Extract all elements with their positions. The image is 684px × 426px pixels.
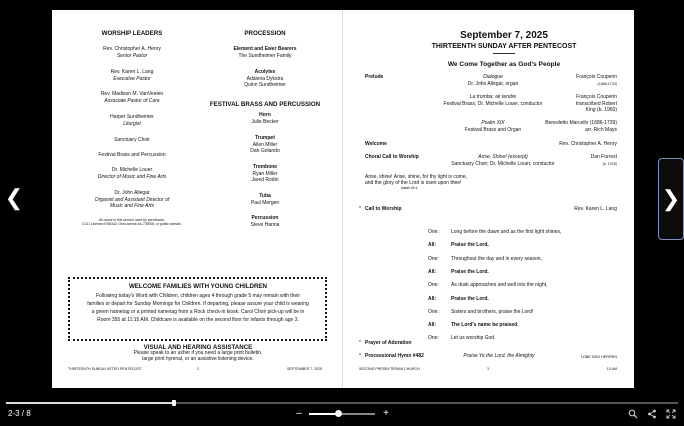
next-page-button[interactable]: [658, 158, 684, 240]
welcome-families-line: Following today's Word with Children, children ages 4 through grade 5 may remain with their: [95, 293, 301, 299]
footer-left: THIRTEENTH SUNDAY AFTER PENTECOST: [68, 367, 142, 371]
license-note: All music in this service used by permission.: [98, 218, 166, 222]
prelude-composer: François Couperin: [576, 74, 617, 80]
footer-left: SECOND PRESBYTERIAN CHURCH: [359, 367, 420, 371]
prelude-performer: Festival Brass; Dr. Michelle Louer, conductor: [443, 101, 543, 107]
footer-page-number: 3: [487, 367, 489, 371]
page-progress-handle[interactable]: [172, 400, 176, 406]
leader-name: Dr. Michelle Louer: [111, 167, 153, 173]
prelude-dates: (1668-1733): [597, 82, 617, 86]
litany-line: Praise the Lord.: [451, 295, 489, 302]
procession-head: Element and Ewer Bearers: [233, 46, 297, 52]
brass-name: Allen Miller: [252, 142, 278, 148]
hymn-tune: LOBE DEN HERREN: [580, 355, 617, 359]
hymn-label: Processional Hymn #482: [365, 353, 424, 359]
litany-line: Sisters and brothers, praise the Lord!: [451, 308, 534, 315]
divider: [493, 53, 515, 54]
leader-name: Harper Sundheimer: [110, 114, 154, 120]
procession-name: Quinn Sundheimer: [244, 82, 286, 88]
zoom-slider[interactable]: [309, 413, 375, 415]
welcome-families-line: a green nametag or a printed nametag from a Rock check-in kiosk. Carol Choir pick-up will be in: [91, 309, 305, 315]
brass-head: Percussion: [251, 215, 279, 221]
brass-name: Ryan Miller: [252, 171, 278, 177]
prelude-dates: transcribed Robert King (b. 1960): [575, 101, 617, 113]
welcome-leader: Rev. Christopher A. Henry: [559, 141, 617, 147]
previous-page-button[interactable]: [2, 158, 26, 238]
brass-head: Tuba: [259, 193, 271, 199]
litany-line: Praise the Lord.: [451, 242, 489, 249]
procession-name: Adalena Dykstra: [246, 76, 284, 82]
choral-text: Arise, shine! Arise, shine, for thy light is come,: [365, 174, 467, 180]
standing-marker: *: [359, 353, 361, 359]
prelude-performer: Festival Brass and Organ: [464, 127, 522, 133]
leader-name: Rev. Christopher A. Henry: [103, 46, 161, 52]
choral-dates: (b. 1978): [602, 162, 617, 166]
leader-role: Executive Pastor: [113, 76, 151, 82]
footer-page-number: 2: [197, 367, 199, 371]
brass-name: Julie Becker: [251, 119, 279, 125]
prelude-arranger: arr. Rich Mays: [585, 127, 617, 133]
welcome-families-title: WELCOME FAMILIES WITH YOUNG CHILDREN: [128, 283, 268, 290]
choral-text: and the glory of the Lord is risen upon thee!: [365, 180, 462, 186]
service-subtitle: THIRTEENTH SUNDAY AFTER PENTECOST: [431, 43, 577, 50]
share-button[interactable]: [647, 409, 657, 419]
leader-role: Liturgist: [123, 121, 141, 127]
welcome-families-line: Room 355 at 11:15 AM. Childcare is available on the second floor for infants through age 3.: [97, 317, 299, 323]
search-button[interactable]: [628, 409, 638, 419]
prelude-composer: François Couperin: [576, 94, 617, 100]
minus-icon: –: [296, 408, 302, 419]
welcome-families-line: families or depart for Sunday Mornings for Children. If departing, please assure your child is wearing: [87, 301, 309, 307]
litany-line: Long before the dawn and as the first light shines,: [451, 229, 562, 235]
footer-time: 10 AM: [606, 367, 617, 371]
leader-name: Rev. Karen L. Lang: [110, 69, 154, 75]
license-note: CCLI License #766342; OneLicense #A-739006, or public domain.: [82, 222, 182, 226]
call-leader: Rev. Karen L. Lang: [574, 206, 617, 212]
fullscreen-button[interactable]: [666, 409, 676, 419]
litany-speaker: One:: [428, 308, 439, 315]
litany-speaker: All:: [428, 295, 437, 302]
page-progress-fill: [6, 402, 174, 404]
call-to-worship-label: Call to Worship: [365, 206, 402, 212]
prelude-title: Dialogue: [483, 74, 503, 80]
leader-role: Senior Pastor: [116, 53, 148, 59]
prelude-composer: Benedetto Marcello (1686-1739): [545, 120, 617, 126]
brass-head: Trombone: [252, 164, 278, 170]
bulletin-page-3: [343, 10, 634, 388]
litany-line: The Lord's name be praised.: [451, 322, 519, 329]
brass-title: FESTIVAL BRASS AND PERCUSSION: [209, 101, 321, 108]
litany-line: As dusk approaches and well into the night,: [451, 282, 548, 289]
plus-icon: +: [383, 408, 389, 419]
visual-hearing-line: Please speak to an usher if you need a large print bulletin,: [133, 350, 263, 356]
procession-name: The Sundheimer Family: [238, 53, 292, 59]
litany-speaker: One:: [428, 335, 439, 342]
litany-line: Let us worship God.: [451, 335, 496, 342]
brass-name: Paul Mergen: [250, 200, 280, 206]
leader-name: Rev. Madison M. VanVeelen: [100, 91, 164, 97]
litany-speaker: All:: [428, 322, 437, 329]
page-spread: [52, 10, 634, 388]
prelude-title: Psalm XIX: [481, 120, 505, 126]
leader-role: Organist and Assistant Director of Music and Fine Arts: [94, 197, 170, 209]
chevron-left-icon: ❮: [4, 185, 24, 210]
search-icon: [628, 409, 638, 419]
visual-hearing-title: VISUAL AND HEARING ASSISTANCE: [143, 344, 253, 351]
page-progress-bar[interactable]: [6, 402, 678, 404]
leader-role: Director of Music and Fine Arts: [97, 174, 167, 180]
choral-composer: Dan Forrest: [590, 154, 617, 160]
procession-head: Acolytes: [254, 69, 276, 75]
brass-head: Trumpet: [255, 135, 275, 141]
worship-leaders-title: WORSHIP LEADERS: [101, 30, 163, 37]
litany-speaker: All:: [428, 242, 437, 249]
visual-hearing-line: large print hymnal, or an assistive listening device.: [142, 356, 254, 362]
prelude-title: La tromba; air tendre: [469, 94, 517, 100]
leader-role: Associate Pastor of Care: [104, 98, 160, 104]
leader-name: Sanctuary Choir: [114, 137, 150, 143]
leader-name: Dr. John Allegar: [114, 190, 150, 196]
section-heading: We Come Together as God's People: [447, 61, 561, 68]
prayer-label: Prayer of Adoration: [365, 340, 412, 346]
zoom-in-button[interactable]: [380, 408, 392, 420]
litany-speaker: One:: [428, 229, 439, 235]
brass-head: Horn: [259, 112, 271, 118]
choral-title: Arise, Shine! (excerpt): [478, 154, 528, 160]
page-indicator: 2-3 / 8: [8, 409, 31, 418]
brass-name: Jared Rodin: [251, 177, 279, 183]
welcome-label: Welcome: [365, 141, 387, 147]
footer-date: SEPTEMBER 7, 2025: [287, 367, 323, 371]
brass-name: Steve Hanna: [250, 222, 280, 228]
standing-marker: *: [359, 206, 361, 212]
choral-text-source: Isaiah 60:1: [401, 186, 418, 190]
procession-title: PROCESSION: [244, 30, 286, 37]
leader-name: Festival Brass and Percussion: [98, 152, 166, 158]
prelude-performer: Dr. John Allegar, organ: [467, 81, 519, 87]
prelude-label: Prelude: [365, 74, 384, 80]
zoom-out-button[interactable]: [293, 408, 305, 420]
chevron-right-icon: ❯: [661, 186, 681, 211]
litany-speaker: One:: [428, 282, 439, 289]
litany-speaker: One:: [428, 255, 439, 262]
fullscreen-icon: [666, 409, 676, 419]
litany-line: Praise the Lord.: [451, 268, 489, 275]
choral-label: Choral Call to Worship: [365, 154, 419, 160]
litany-line: Throughout the day and in every season,: [451, 255, 542, 262]
hymn-title: Praise Ye the Lord, the Almighty: [463, 353, 535, 359]
brass-name: Dan Golando: [250, 148, 280, 154]
standing-marker: *: [359, 340, 361, 346]
share-icon: [647, 409, 657, 419]
bulletin-page-2: [52, 10, 343, 388]
litany-speaker: All:: [428, 268, 437, 275]
service-date: September 7, 2025: [460, 30, 548, 41]
choral-performer: Sanctuary Choir; Dr. Michelle Louer, conductor: [451, 161, 555, 167]
